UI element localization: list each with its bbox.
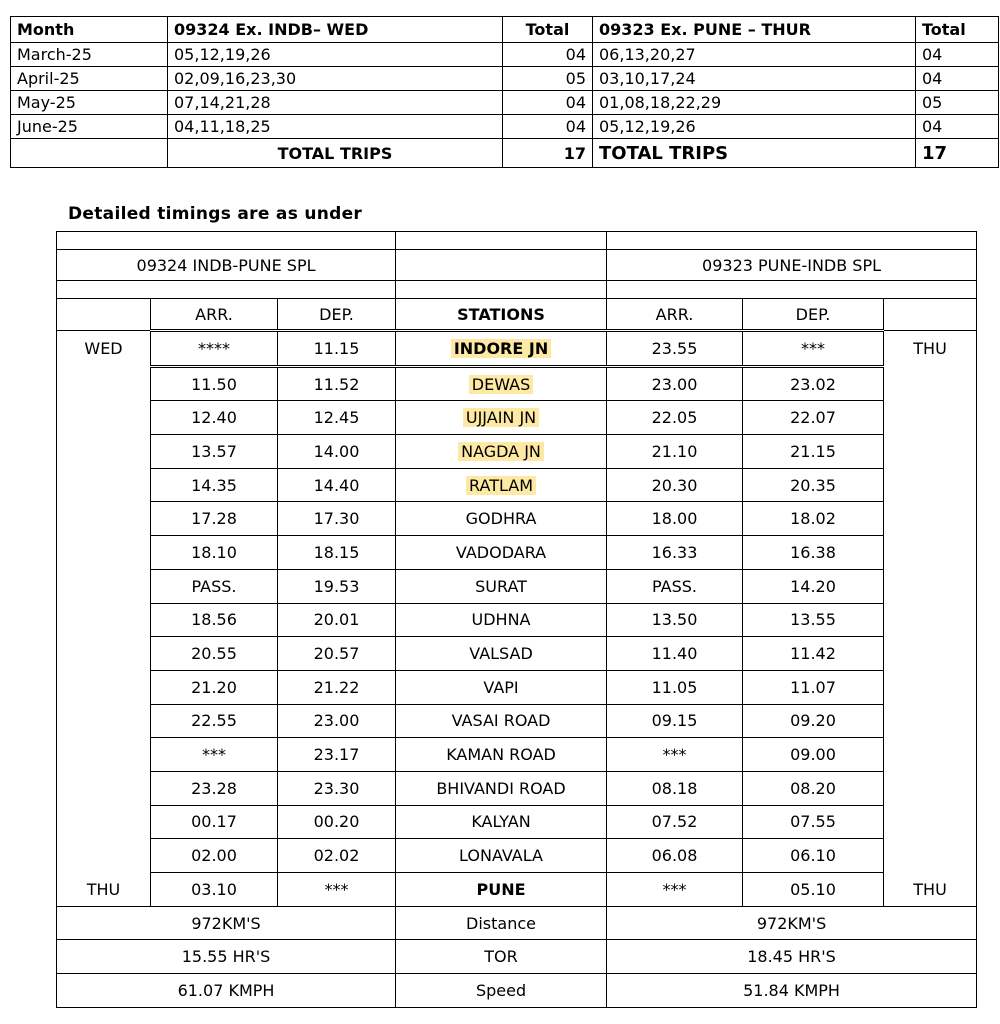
- dep-left-cell: 21.22: [278, 670, 396, 704]
- dep-right-cell: 18.02: [743, 502, 884, 536]
- arr-left-cell: 12.40: [151, 401, 278, 435]
- empty-cell: [11, 139, 168, 168]
- pune-total-cell: 05: [916, 91, 999, 115]
- dep-right-cell: 05.10: [743, 873, 884, 907]
- arr-right-cell: 23.00: [607, 366, 743, 401]
- station-name: INDORE JN: [451, 339, 551, 358]
- spacer-row: [57, 281, 977, 299]
- station-name-cell: [396, 839, 607, 873]
- day-right-cell: [884, 637, 977, 671]
- day-right-cell: [884, 670, 977, 704]
- station-name: UJJAIN JN: [463, 408, 539, 427]
- dep-right-cell: 11.42: [743, 637, 884, 671]
- header-pune: 09323 Ex. PUNE – THUR: [593, 17, 916, 43]
- indb-total-cell: 04: [503, 91, 593, 115]
- table-row: [57, 637, 977, 671]
- station-name: PUNE: [476, 879, 526, 899]
- summary-left-value: 972KM'S: [57, 906, 396, 940]
- dep-right-cell: 23.02: [743, 366, 884, 401]
- day-left-cell: [57, 805, 151, 839]
- trips-table: [10, 16, 999, 168]
- station-rows: [57, 331, 977, 907]
- day-right-cell: [884, 704, 977, 738]
- summary-left-value: 61.07 KMPH: [57, 974, 396, 1008]
- day-right-cell: THU: [884, 331, 977, 367]
- dep-right-cell: ***: [743, 331, 884, 367]
- indb-dates-cell: 07,14,21,28: [168, 91, 503, 115]
- total-trips-row: [11, 139, 999, 168]
- day-right-cell: THU: [884, 873, 977, 907]
- station-name: SURAT: [475, 576, 527, 596]
- dep-left-cell: 19.53: [278, 569, 396, 603]
- arr-right-cell: 21.10: [607, 435, 743, 469]
- arr-right-cell: 11.05: [607, 670, 743, 704]
- dep-left-cell: 17.30: [278, 502, 396, 536]
- col-arr-right: ARR.: [607, 299, 743, 331]
- station-name: DEWAS: [469, 375, 533, 394]
- station-name-cell: [396, 502, 607, 536]
- station-name-cell: [396, 670, 607, 704]
- table-row: [57, 839, 977, 873]
- sub-heading: Detailed timings are as under: [68, 204, 363, 224]
- station-name-cell: [396, 771, 607, 805]
- table-row: [57, 468, 977, 502]
- indb-total-cell: 04: [503, 115, 593, 139]
- header-total-indb: Total: [503, 17, 593, 43]
- arr-left-cell: 18.56: [151, 603, 278, 637]
- station-name-cell: [396, 637, 607, 671]
- day-left-cell: [57, 603, 151, 637]
- arr-right-cell: ***: [607, 738, 743, 772]
- station-name-cell: [396, 873, 607, 907]
- dep-right-cell: 22.07: [743, 401, 884, 435]
- day-left-cell: [57, 704, 151, 738]
- summary-row: [57, 906, 977, 940]
- pune-dates-cell: 05,12,19,26: [593, 115, 916, 139]
- summary-row: [57, 974, 977, 1008]
- table-row: [57, 401, 977, 435]
- arr-left-cell: PASS.: [151, 569, 278, 603]
- train-left-title: 09324 INDB-PUNE SPL: [57, 250, 396, 281]
- table-row: [11, 67, 999, 91]
- day-right-cell: [884, 569, 977, 603]
- arr-right-cell: ***: [607, 873, 743, 907]
- station-name-cell: [396, 536, 607, 570]
- station-name: LONAVALA: [459, 846, 543, 866]
- col-arr-left: ARR.: [151, 299, 278, 331]
- dep-left-cell: 23.17: [278, 738, 396, 772]
- day-right-cell: [884, 468, 977, 502]
- summary-right-value: 51.84 KMPH: [607, 974, 977, 1008]
- dep-right-cell: 08.20: [743, 771, 884, 805]
- table-row: [57, 738, 977, 772]
- arr-left-cell: 00.17: [151, 805, 278, 839]
- station-name-cell: [396, 366, 607, 401]
- station-name-cell: [396, 331, 607, 367]
- summary-row: [57, 940, 977, 974]
- arr-left-cell: 02.00: [151, 839, 278, 873]
- summary-rows: [57, 906, 977, 1007]
- arr-right-cell: 09.15: [607, 704, 743, 738]
- pune-total-cell: 04: [916, 115, 999, 139]
- station-name: GODHRA: [465, 509, 537, 529]
- dep-left-cell: 11.52: [278, 366, 396, 401]
- station-name-cell: [396, 401, 607, 435]
- arr-left-cell: 13.57: [151, 435, 278, 469]
- arr-left-cell: ***: [151, 738, 278, 772]
- summary-right-value: 972KM'S: [607, 906, 977, 940]
- dep-left-cell: 02.02: [278, 839, 396, 873]
- day-right-cell: [884, 805, 977, 839]
- day-left-cell: [57, 569, 151, 603]
- pune-total-cell: 04: [916, 67, 999, 91]
- day-right-cell: [884, 366, 977, 401]
- station-name: VASAI ROAD: [451, 711, 551, 731]
- arr-right-cell: 20.30: [607, 468, 743, 502]
- arr-left-cell: ****: [151, 331, 278, 367]
- table-row: [57, 805, 977, 839]
- day-left-cell: [57, 738, 151, 772]
- day-right-cell: [884, 435, 977, 469]
- dep-right-cell: 20.35: [743, 468, 884, 502]
- total-trips-label-right: TOTAL TRIPS: [593, 139, 916, 168]
- indb-dates-cell: 04,11,18,25: [168, 115, 503, 139]
- station-name-cell: [396, 704, 607, 738]
- day-left-cell: [57, 468, 151, 502]
- day-left-cell: [57, 670, 151, 704]
- day-left-cell: [57, 435, 151, 469]
- arr-left-cell: 03.10: [151, 873, 278, 907]
- dep-right-cell: 09.20: [743, 704, 884, 738]
- dep-left-cell: ***: [278, 873, 396, 907]
- arr-right-cell: 07.52: [607, 805, 743, 839]
- dep-right-cell: 14.20: [743, 569, 884, 603]
- table-row: [57, 502, 977, 536]
- arr-right-cell: 11.40: [607, 637, 743, 671]
- month-cell: June-25: [11, 115, 168, 139]
- station-name: VAPI: [483, 677, 519, 697]
- arr-left-cell: 23.28: [151, 771, 278, 805]
- station-name: UDHNA: [471, 610, 531, 630]
- dep-left-cell: 23.00: [278, 704, 396, 738]
- summary-label: TOR: [396, 940, 607, 974]
- pune-dates-cell: 01,08,18,22,29: [593, 91, 916, 115]
- indb-total-cell: 05: [503, 67, 593, 91]
- month-cell: May-25: [11, 91, 168, 115]
- station-name-cell: [396, 468, 607, 502]
- dep-left-cell: 18.15: [278, 536, 396, 570]
- day-left-cell: WED: [57, 331, 151, 367]
- col-dep-left: DEP.: [278, 299, 396, 331]
- dep-right-cell: 09.00: [743, 738, 884, 772]
- column-header-row: [57, 299, 977, 331]
- arr-left-cell: 20.55: [151, 637, 278, 671]
- dep-right-cell: 07.55: [743, 805, 884, 839]
- pune-total-cell: 04: [916, 43, 999, 67]
- day-left-cell: [57, 366, 151, 401]
- header-month: Month: [11, 17, 168, 43]
- dep-left-cell: 14.00: [278, 435, 396, 469]
- trips-header-row: [11, 17, 999, 43]
- pune-dates-cell: 03,10,17,24: [593, 67, 916, 91]
- arr-right-cell: 22.05: [607, 401, 743, 435]
- table-row: [57, 435, 977, 469]
- day-right-cell: [884, 839, 977, 873]
- indb-dates-cell: 02,09,16,23,30: [168, 67, 503, 91]
- table-row: [57, 569, 977, 603]
- dep-left-cell: 00.20: [278, 805, 396, 839]
- station-name: RATLAM: [466, 476, 536, 495]
- day-right-cell: [884, 738, 977, 772]
- total-trips-value-right: 17: [916, 139, 999, 168]
- arr-left-cell: 11.50: [151, 366, 278, 401]
- col-dep-right: DEP.: [743, 299, 884, 331]
- table-row: [11, 91, 999, 115]
- dep-left-cell: 14.40: [278, 468, 396, 502]
- dep-right-cell: 06.10: [743, 839, 884, 873]
- arr-left-cell: 17.28: [151, 502, 278, 536]
- dep-left-cell: 12.45: [278, 401, 396, 435]
- col-stations: STATIONS: [396, 299, 607, 331]
- arr-left-cell: 14.35: [151, 468, 278, 502]
- station-name: BHIVANDI ROAD: [436, 778, 566, 798]
- arr-right-cell: 13.50: [607, 603, 743, 637]
- train-right-title: 09323 PUNE-INDB SPL: [607, 250, 977, 281]
- summary-label: Distance: [396, 906, 607, 940]
- station-name: VALSAD: [469, 644, 533, 664]
- arr-right-cell: 23.55: [607, 331, 743, 367]
- spacer-row: [57, 232, 977, 250]
- table-row: [57, 366, 977, 401]
- table-row: [11, 115, 999, 139]
- table-row: [11, 43, 999, 67]
- arr-right-cell: 18.00: [607, 502, 743, 536]
- summary-left-value: 15.55 HR'S: [57, 940, 396, 974]
- header-total-pune: Total: [916, 17, 999, 43]
- station-name: KALYAN: [471, 812, 531, 832]
- table-row: [57, 704, 977, 738]
- arr-left-cell: 21.20: [151, 670, 278, 704]
- station-name: VADODARA: [455, 542, 547, 562]
- day-right-cell: [884, 603, 977, 637]
- station-name-cell: [396, 805, 607, 839]
- day-left-cell: THU: [57, 873, 151, 907]
- indb-total-cell: 04: [503, 43, 593, 67]
- day-right-cell: [884, 536, 977, 570]
- dep-left-cell: 11.15: [278, 331, 396, 367]
- table-row: [57, 873, 977, 907]
- header-indb: 09324 Ex. INDB– WED: [168, 17, 503, 43]
- arr-right-cell: 06.08: [607, 839, 743, 873]
- table-row: [57, 603, 977, 637]
- station-name-cell: [396, 435, 607, 469]
- total-trips-label-left: TOTAL TRIPS: [168, 139, 503, 168]
- day-right-cell: [884, 401, 977, 435]
- dep-left-cell: 20.01: [278, 603, 396, 637]
- arr-left-cell: 18.10: [151, 536, 278, 570]
- table-row: [57, 536, 977, 570]
- summary-label: Speed: [396, 974, 607, 1008]
- summary-right-value: 18.45 HR'S: [607, 940, 977, 974]
- station-name: NAGDA JN: [458, 442, 544, 461]
- train-names-row: [57, 250, 977, 281]
- arr-right-cell: PASS.: [607, 569, 743, 603]
- arr-left-cell: 22.55: [151, 704, 278, 738]
- month-cell: April-25: [11, 67, 168, 91]
- arr-right-cell: 08.18: [607, 771, 743, 805]
- station-name-cell: [396, 569, 607, 603]
- dep-right-cell: 13.55: [743, 603, 884, 637]
- station-name-cell: [396, 603, 607, 637]
- month-cell: March-25: [11, 43, 168, 67]
- arr-right-cell: 16.33: [607, 536, 743, 570]
- station-name: KAMAN ROAD: [446, 745, 556, 765]
- dep-right-cell: 16.38: [743, 536, 884, 570]
- station-name-cell: [396, 738, 607, 772]
- day-left-cell: [57, 771, 151, 805]
- table-row: [57, 331, 977, 367]
- dep-right-cell: 21.15: [743, 435, 884, 469]
- pune-dates-cell: 06,13,20,27: [593, 43, 916, 67]
- day-left-cell: [57, 637, 151, 671]
- timings-table: [56, 231, 977, 1008]
- total-trips-value-left: 17: [503, 139, 593, 168]
- day-left-cell: [57, 839, 151, 873]
- dep-left-cell: 20.57: [278, 637, 396, 671]
- day-left-cell: [57, 536, 151, 570]
- day-right-cell: [884, 771, 977, 805]
- table-row: [57, 771, 977, 805]
- indb-dates-cell: 05,12,19,26: [168, 43, 503, 67]
- dep-left-cell: 23.30: [278, 771, 396, 805]
- day-left-cell: [57, 502, 151, 536]
- day-right-cell: [884, 502, 977, 536]
- dep-right-cell: 11.07: [743, 670, 884, 704]
- table-row: [57, 670, 977, 704]
- day-left-cell: [57, 401, 151, 435]
